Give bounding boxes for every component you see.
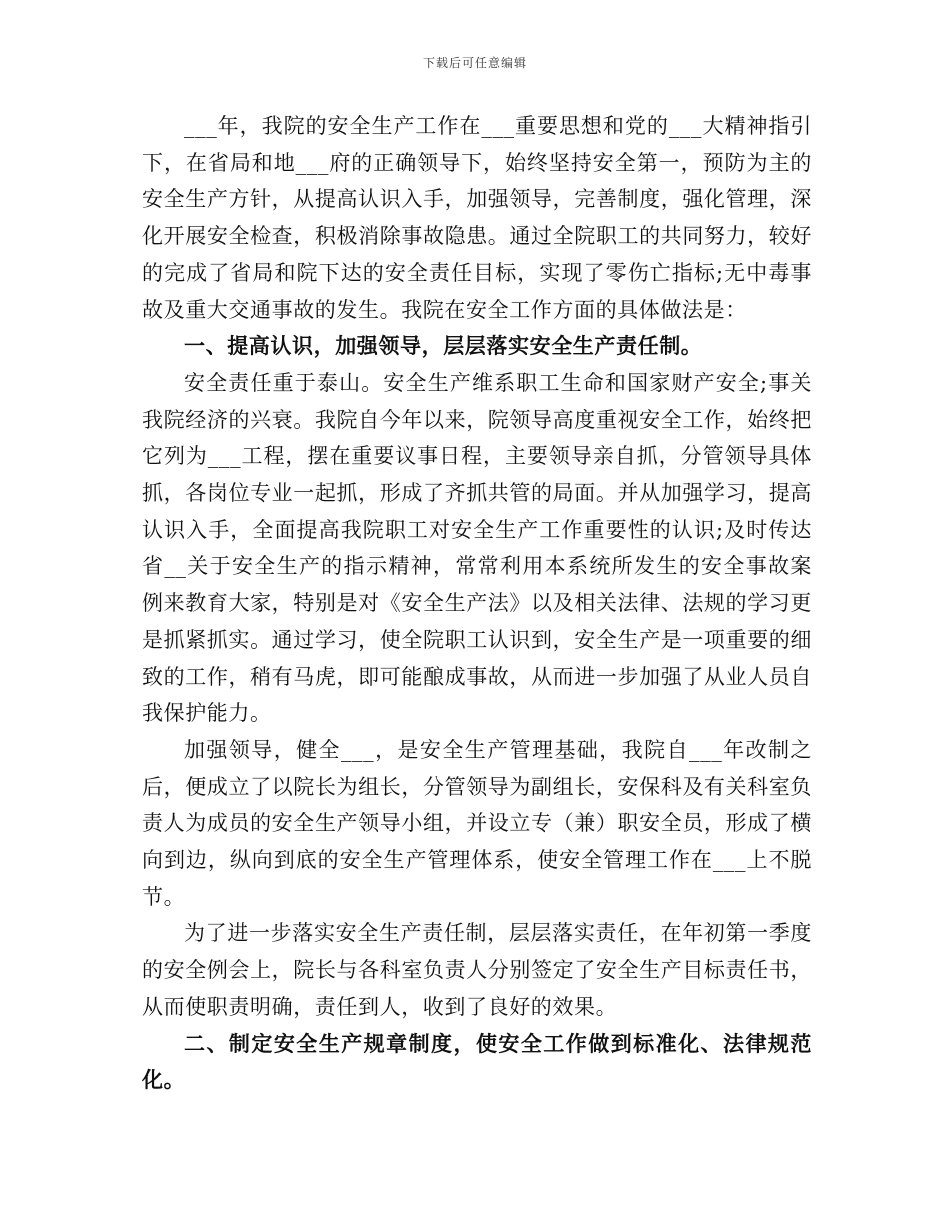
document-body [142,108,812,1099]
page-header: 下载后可任意编辑 [422,56,527,70]
paragraph-responsibility: 安全责任重于泰山。安全生产维系职工生命和国家财产安全;事关我院经济的兴衰。我院自今年以来，院领导高度重视安全工作，始终把它列为___工程，摆在重要议事日程，主要领导亲自抓，分管领导具体抓，各岗位专业一起抓，形成了齐抓共管的局面。并从加强学习，提高认识入手，全面提高我院职工对安全生产工作重要性的认识;及时传达省__关于安全生产的指示精神，常常利用本系统所发生的安全事故案例来教育大家，特别是对《安全生产法》以及相关法律、法规的学习更是抓紧抓实。通过学习，使全院职工认识到，安全生产是一项重要的细致的工作，稍有马虎，即可能酿成事故，从而进一步加强了从业人员自我保护能力。 [142,370,812,726]
paragraph-accountability: 为了进一步落实安全生产责任制，层层落实责任，在年初第一季度的安全例会上，院长与各科室负责人分别签定了安全生产目标责任书，从而使职责明确，责任到人，收到了良好的效果。 [142,921,812,1019]
section-heading-2: 二、制定安全生产规章制度，使安全工作做到标准化、法律规范化。 [142,1030,812,1093]
section-heading-1: 一、提高认识，加强领导，层层落实安全生产责任制。 [184,333,703,359]
paragraph-intro: ___年，我院的安全生产工作在___重要思想和党的___大精神指引下，在省局和地___府的正确领导下，始终坚持安全第一，预防为主的安全生产方针，从提高认识入手，加强领导，完善制度，强化管理，深化开展安全检查，积极消除事故隐患。通过全院职工的共同努力，较好的完成了省局和院下达的安全责任目标，实现了零伤亡指标;无中毒事故及重大交通事故的发生。我院在安全工作方面的具体做法是： [142,114,812,322]
paragraph-leadership: 加强领导，健全___，是安全生产管理基础，我院自___年改制之后，便成立了以院长为组长，分管领导为副组长，安保科及有关科室负责人为成员的安全生产领导小组，并设立专（兼）职安全员，形成了横向到边，纵向到底的安全生产管理体系，使安全管理工作在___上不脱节。 [142,737,812,909]
